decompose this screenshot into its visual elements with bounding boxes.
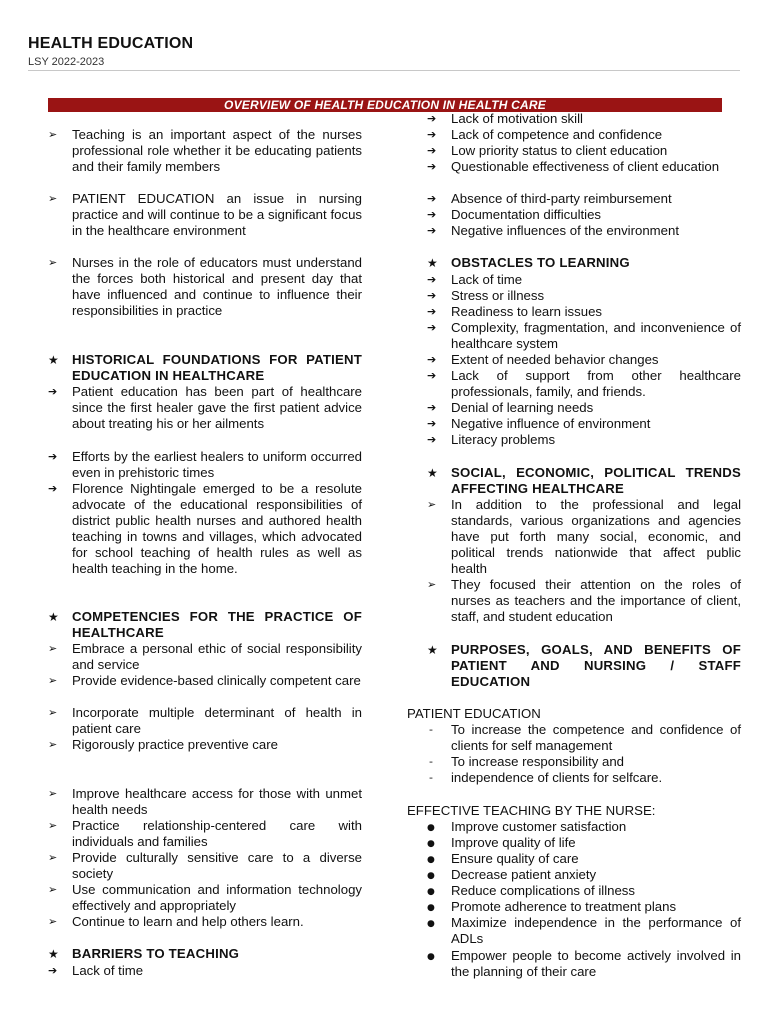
list-item: - independence of clients for selfcare. (429, 770, 663, 785)
list-item: ➢ Provide culturally sensitive care to a diverse society (48, 850, 362, 881)
star-icon: ★ (427, 256, 438, 270)
list-item: ➔ Florence Nightingale emerged to be a resolute advocate of the educational responsibilities of district public health nurses and authored health teaching in towns and villages, which advocated for school teaching of health rules as well as health teaching in the home. (48, 481, 362, 576)
dot-bullet-icon: ● (427, 871, 435, 881)
star-icon: ★ (48, 610, 59, 624)
arrow-bullet-icon: ➔ (427, 353, 437, 366)
chevron-bullet-icon: ➢ (48, 706, 58, 719)
list-item: ➢ Incorporate multiple determinant of health in patient care (48, 705, 362, 736)
list-item: ● Improve quality of life (427, 835, 576, 850)
list-item: ➔ Lack of competence and confidence (427, 127, 663, 142)
list-item: - To increase the competence and confidence of clients for self management (429, 722, 741, 753)
list-item: ➢ Nurses in the role of educators must understand the forces both historical and present day that have influenced and continue to influence their responsibilities in practice (48, 255, 362, 318)
section-heading: ★ HISTORICAL FOUNDATIONS FOR PATIENT EDUCATION IN HEALTHCARE (48, 352, 362, 383)
dash-bullet-icon: - (429, 771, 433, 784)
list-item: ➔ Negative influence of environment (427, 416, 651, 431)
list-item: ➔ Absence of third-party reimbursement (427, 191, 672, 206)
arrow-bullet-icon: ➔ (427, 305, 437, 318)
chevron-bullet-icon: ➢ (427, 498, 437, 511)
list-item: ➢ Practice relationship-centered care with individuals and families (48, 818, 362, 849)
star-icon: ★ (48, 947, 59, 961)
arrow-bullet-icon: ➔ (427, 401, 437, 414)
dash-bullet-icon: - (429, 755, 433, 768)
dot-bullet-icon: ● (427, 887, 435, 897)
list-item: ➢ Teaching is an important aspect of the nurses professional role whether it be educating patients and their family members (48, 127, 362, 174)
dot-bullet-icon: ● (427, 903, 435, 913)
list-item: ➔ Questionable effectiveness of client education (427, 159, 720, 174)
list-item: ➔ Documentation difficulties (427, 207, 602, 222)
list-item: ➔ Lack of motivation skill (427, 111, 583, 126)
list-item: ➔ Lack of support from other healthcare professionals, family, and friends. (427, 368, 741, 399)
arrow-bullet-icon: ➔ (427, 273, 437, 286)
list-item: ● Improve customer satisfaction (427, 819, 627, 834)
subsection-label: EFFECTIVE TEACHING BY THE NURSE: (407, 803, 656, 818)
star-icon: ★ (427, 643, 438, 657)
list-item: ➔ Patient education has been part of healthcare since the first healer gave the first patient advice about treating his or her ailments (48, 384, 362, 431)
list-item: ➢ PATIENT EDUCATION an issue in nursing practice and will continue to be a significant focus in the healthcare environment (48, 191, 362, 238)
star-icon: ★ (427, 466, 438, 480)
section-heading: ★ COMPETENCIES FOR THE PRACTICE OF HEALTHCARE (48, 609, 362, 640)
chevron-bullet-icon: ➢ (48, 128, 58, 141)
arrow-bullet-icon: ➔ (48, 385, 58, 398)
list-item: ● Empower people to become actively involved in the planning of their care (427, 948, 741, 979)
arrow-bullet-icon: ➔ (427, 144, 437, 157)
arrow-bullet-icon: ➔ (427, 192, 437, 205)
list-item: ● Ensure quality of care (427, 851, 579, 866)
list-item: ➢ Continue to learn and help others learn. (48, 914, 304, 929)
arrow-bullet-icon: ➔ (427, 417, 437, 430)
chevron-bullet-icon: ➢ (48, 674, 58, 687)
list-item: ➢ In addition to the professional and legal standards, various organizations and agencies have put forth many social, economic, and political trends nationwide that affect public health (427, 497, 741, 576)
list-item: ➔ Negative influences of the environment (427, 223, 679, 238)
section-heading: ★ BARRIERS TO TEACHING (48, 946, 240, 961)
chevron-bullet-icon: ➢ (48, 642, 58, 655)
header-divider (28, 70, 740, 71)
list-item: ● Maximize independence in the performance of ADLs (427, 915, 741, 946)
list-item: ➔ Low priority status to client education (427, 143, 668, 158)
star-icon: ★ (48, 353, 59, 367)
arrow-bullet-icon: ➔ (48, 450, 58, 463)
list-item: ➢ They focused their attention on the roles of nurses as teachers and the importance of client, staff, and student education (427, 577, 741, 624)
arrow-bullet-icon: ➔ (427, 224, 437, 237)
list-item: ➔ Denial of learning needs (427, 400, 594, 415)
list-item: ➔ Stress or illness (427, 288, 545, 303)
arrow-bullet-icon: ➔ (427, 321, 437, 334)
chevron-bullet-icon: ➢ (48, 883, 58, 896)
arrow-bullet-icon: ➔ (427, 160, 437, 173)
list-item: ➔ Lack of time (48, 963, 144, 978)
chevron-bullet-icon: ➢ (48, 787, 58, 800)
chevron-bullet-icon: ➢ (48, 915, 58, 928)
list-item: ➢ Rigorously practice preventive care (48, 737, 278, 752)
arrow-bullet-icon: ➔ (427, 112, 437, 125)
chevron-bullet-icon: ➢ (48, 851, 58, 864)
dot-bullet-icon: ● (427, 919, 435, 929)
arrow-bullet-icon: ➔ (427, 208, 437, 221)
list-item: ➔ Literacy problems (427, 432, 556, 447)
section-heading: ★ SOCIAL, ECONOMIC, POLITICAL TRENDS AFFECTING HEALTHCARE (427, 465, 741, 496)
section-banner: OVERVIEW OF HEALTH EDUCATION IN HEALTH CARE (48, 98, 722, 112)
dot-bullet-icon: ● (427, 952, 435, 962)
list-item: ➔ Extent of needed behavior changes (427, 352, 659, 367)
list-item: ● Promote adherence to treatment plans (427, 899, 677, 914)
section-heading: ★ PURPOSES, GOALS, AND BENEFITS OF PATIENT AND NURSING / STAFF EDUCATION (427, 642, 741, 689)
list-item: ➔ Complexity, fragmentation, and inconvenience of healthcare system (427, 320, 741, 351)
chevron-bullet-icon: ➢ (48, 256, 58, 269)
dot-bullet-icon: ● (427, 855, 435, 865)
list-item: - To increase responsibility and (429, 754, 624, 769)
list-item: ➢ Improve healthcare access for those with unmet health needs (48, 786, 362, 817)
list-item: ➔ Readiness to learn issues (427, 304, 603, 319)
subsection-label: PATIENT EDUCATION (407, 706, 541, 721)
arrow-bullet-icon: ➔ (48, 482, 58, 495)
list-item: ➢ Provide evidence-based clinically competent care (48, 673, 361, 688)
page-title: HEALTH EDUCATION (28, 35, 194, 52)
dot-bullet-icon: ● (427, 839, 435, 849)
chevron-bullet-icon: ➢ (48, 738, 58, 751)
chevron-bullet-icon: ➢ (48, 819, 58, 832)
list-item: ➔ Efforts by the earliest healers to uniform occurred even in prehistoric times (48, 449, 362, 480)
page-subtitle: LSY 2022-2023 (28, 56, 105, 68)
chevron-bullet-icon: ➢ (48, 192, 58, 205)
list-item: ● Decrease patient anxiety (427, 867, 597, 882)
arrow-bullet-icon: ➔ (427, 369, 437, 382)
list-item: ➔ Lack of time (427, 272, 523, 287)
dot-bullet-icon: ● (427, 823, 435, 833)
arrow-bullet-icon: ➔ (427, 128, 437, 141)
list-item: ➢ Embrace a personal ethic of social responsibility and service (48, 641, 362, 672)
chevron-bullet-icon: ➢ (427, 578, 437, 591)
section-heading: ★ OBSTACLES TO LEARNING (427, 255, 630, 270)
list-item: ● Reduce complications of illness (427, 883, 635, 898)
dash-bullet-icon: - (429, 723, 433, 736)
arrow-bullet-icon: ➔ (48, 964, 58, 977)
arrow-bullet-icon: ➔ (427, 433, 437, 446)
list-item: ➢ Use communication and information technology effectively and appropriately (48, 882, 362, 913)
arrow-bullet-icon: ➔ (427, 289, 437, 302)
